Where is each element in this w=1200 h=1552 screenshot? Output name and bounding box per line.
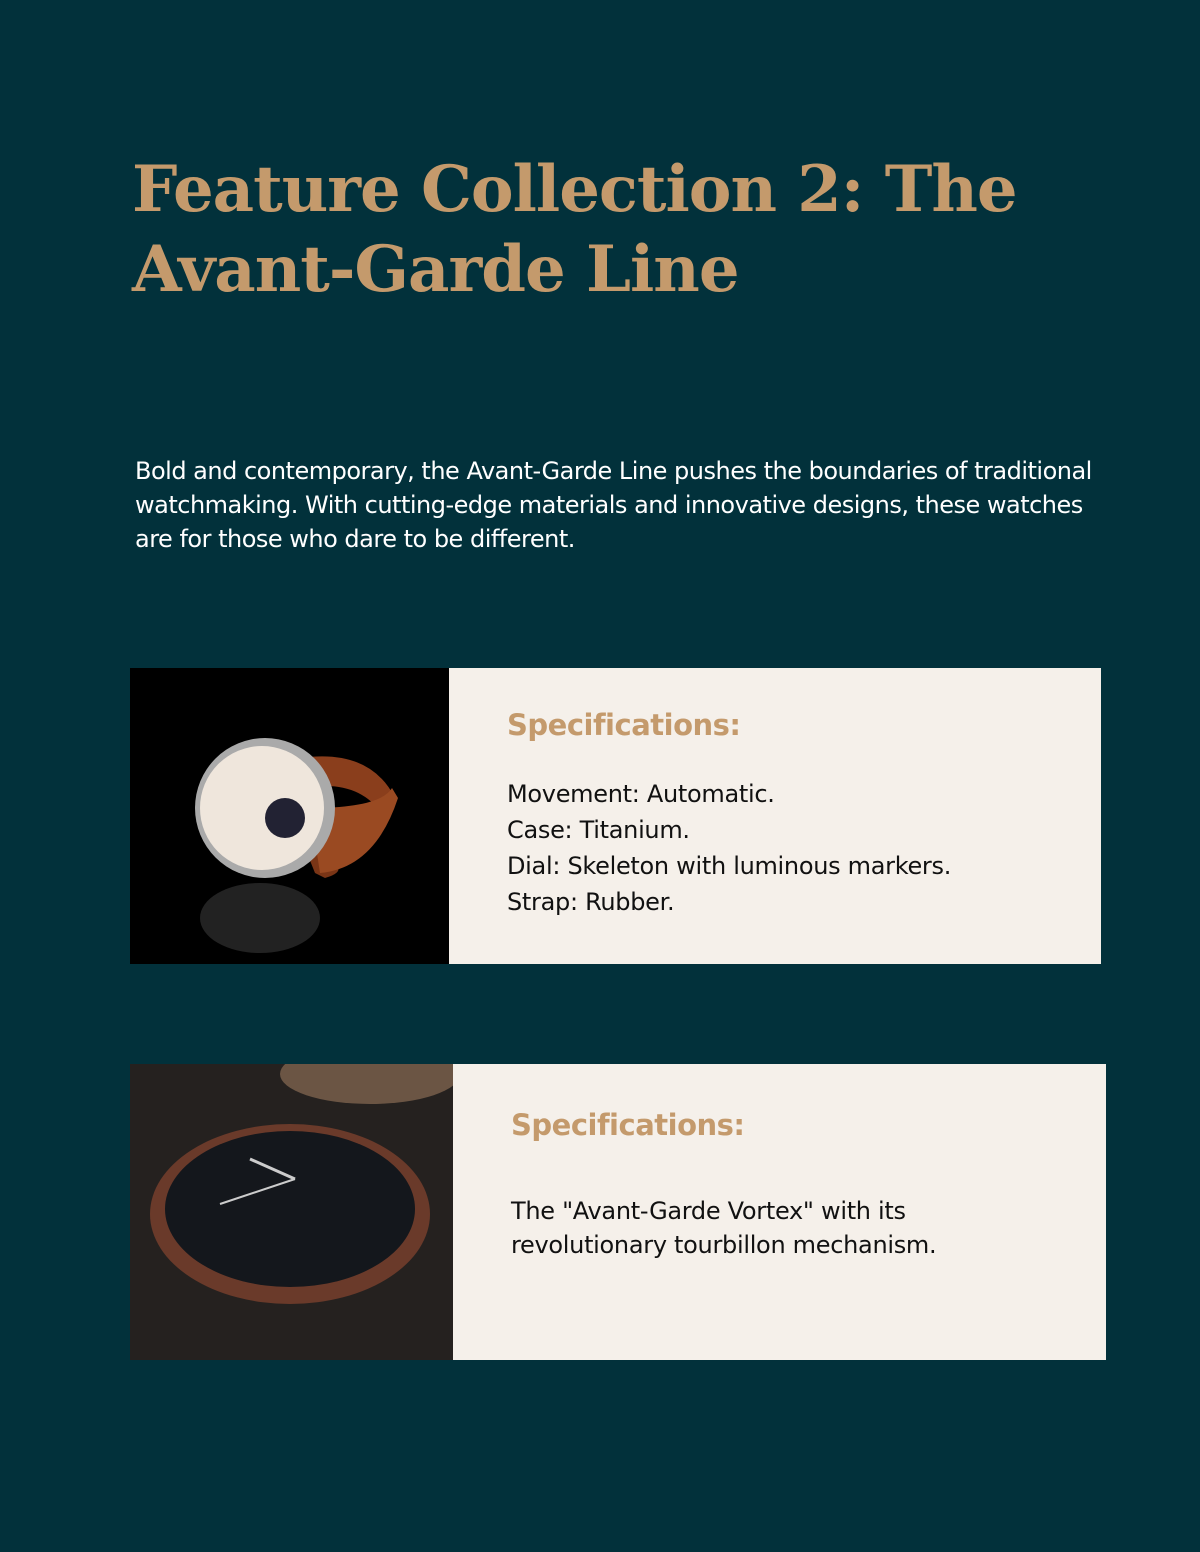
spec-panel-2 [453, 1064, 1106, 1360]
intro-paragraph: Bold and contemporary, the Avant-Garde Line pushes the boundaries of traditional watchmaking. With cutting-edge materials and innovative designs, these watches are for those who dare to be different. [135, 457, 1092, 553]
spec-line: Dial: Skeleton with luminous markers. [507, 852, 952, 880]
spec-line: Movement: Automatic. [507, 780, 775, 808]
watch-image-1 [130, 668, 449, 964]
page-title: Feature Collection 2: The Avant-Garde Line [132, 152, 1017, 307]
spec-line: Strap: Rubber. [507, 888, 675, 916]
spec-heading: Specifications: [507, 708, 741, 742]
watch-image-2 [130, 1064, 453, 1360]
spec-card-1 [130, 668, 1101, 964]
spec-line: Case: Titanium. [507, 816, 690, 844]
spec-heading: Specifications: [511, 1108, 745, 1142]
spec-text: The "Avant-Garde Vortex" with its revolutionary tourbillon mechanism. [511, 1197, 937, 1259]
spec-card-2 [130, 1064, 1106, 1360]
spec-panel-1 [449, 668, 1101, 964]
